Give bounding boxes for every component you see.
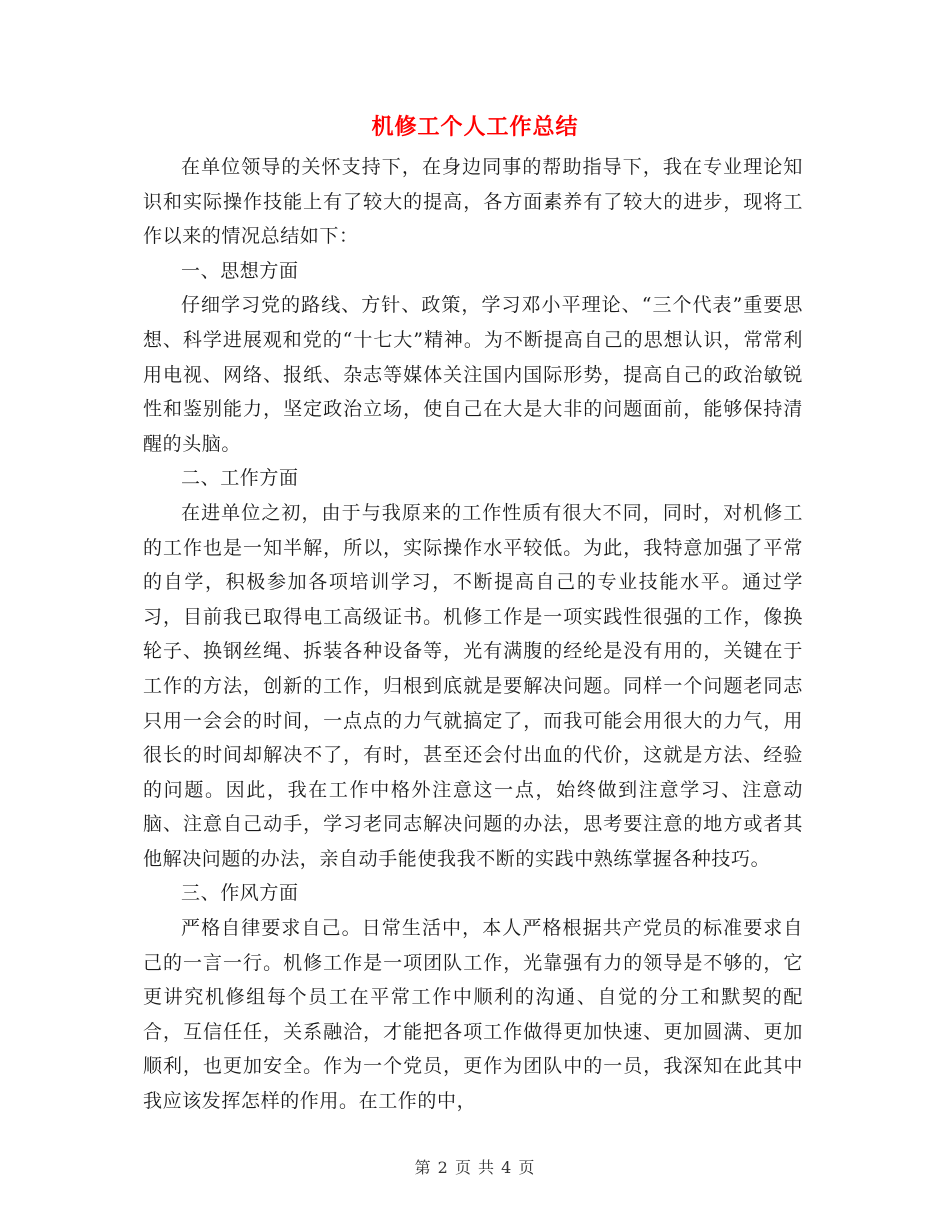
section-heading-style: 三、作风方面 <box>181 882 299 905</box>
section-heading-work: 二、工作方面 <box>181 467 299 490</box>
intro-paragraph: 在单位领导的关怀支持下，在身边同事的帮助指导下，我在专业理论知识和实际操作技能上有了较大的提高，各方面素养有了较大的进步，现将工作以来的情况总结如下： <box>143 156 803 248</box>
page-footer: 第 2 页 共 4 页 <box>414 1158 536 1177</box>
style-paragraph: 严格自律要求自己。日常生活中，本人严格根据共产党员的标准要求自己的一言一行。机修工作是一项团队工作，光靠强有力的领导是不够的，它更讲究机修组每个员工在平常工作中顺利的沟通、自觉的分工和默契的配合，互信任任，关系融洽，才能把各项工作做得更加快速、更加圆满、更加顺利，也更加安全。作为一个党员，更作为团队中的一员，我深知在此其中我应该发挥怎样的作用。在工作的中， <box>143 917 803 1113</box>
section-heading-thought: 一、思想方面 <box>181 259 299 282</box>
document-body <box>143 150 803 1119</box>
work-paragraph: 在进单位之初，由于与我原来的工作性质有很大不同，同时，对机修工的工作也是一知半解，所以，实际操作水平较低。为此，我特意加强了平常的自学，积极参加各项培训学习，不断提高自己的专业技能水平。通过学习，目前我已取得电工高级证书。机修工作是一项实践性很强的工作，像换轮子、换钢丝绳、拆装各种设备等，光有满腹的经纶是没有用的，关键在于工作的方法，创新的工作，归根到底就是要解决问题。同样一个问题老同志只用一会会的时间，一点点的力气就搞定了，而我可能会用很大的力气，用很长的时间却解决不了，有时，甚至还会付出血的代价，这就是方法、经验的问题。因此，我在工作中格外注意这一点，始终做到注意学习、注意动脑、注意自己动手，学习老同志解决问题的办法，思考要注意的地方或者其他解决问题的办法，亲自动手能使我我不断的实践中熟练掌握各种技巧。 <box>143 501 803 870</box>
thought-paragraph: 仔细学习党的路线、方针、政策，学习邓小平理论、“三个代表”重要思想、科学进展观和党的“十七大”精神。为不断提高自己的思想认识，常常利用电视、网络、报纸、杂志等媒体关注国内国际形势，提高自己的政治敏锐性和鉴别能力，坚定政治立场，使自己在大是大非的问题面前，能够保持清醒的头脑。 <box>143 294 803 455</box>
document-title: 机修工个人工作总结 <box>371 114 579 140</box>
